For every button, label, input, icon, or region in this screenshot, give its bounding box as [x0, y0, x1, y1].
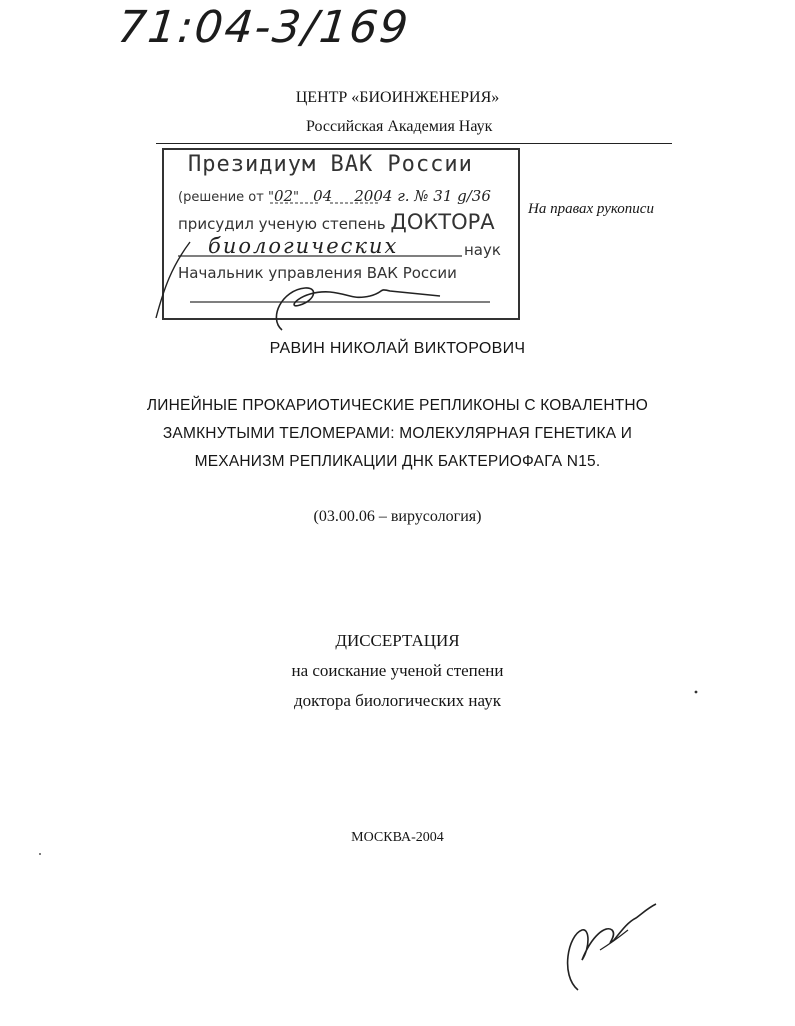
- stamp-decision-day: 02: [273, 187, 294, 205]
- stamp-field-handwritten: биологических: [208, 234, 399, 258]
- author-name: РАВИН НИКОЛАЙ ВИКТОРОВИЧ: [269, 340, 526, 357]
- stamp-award-degree: ДОКТОРА: [390, 210, 495, 234]
- stamp-decision: [178, 187, 491, 205]
- thesis-title-line: ЗАМКНУТЫМИ ТЕЛОМЕРАМИ: МОЛЕКУЛЯРНАЯ ГЕНЕТИКА И: [162, 425, 633, 442]
- academy-name: Российская Академия Наук: [306, 118, 493, 135]
- city-year: МОСКВА-2004: [351, 830, 444, 845]
- organization-name: ЦЕНТР «БИОИНЖЕНЕРИЯ»: [295, 89, 500, 106]
- thesis-title-line: ЛИНЕЙНЫЕ ПРОКАРИОТИЧЕСКИЕ РЕПЛИКОНЫ С КОВАЛЕНТНО: [146, 397, 649, 414]
- author-signature-stroke: [600, 930, 628, 950]
- stray-dot: [39, 853, 41, 855]
- specialty-code: (03.00.06 – вирусология): [313, 508, 482, 525]
- archive-code-handwritten: 71:04-3/169: [115, 2, 413, 53]
- thesis-purpose: на соискание ученой степени: [291, 661, 504, 680]
- stamp-decision-year: 2004 г. № 31 g/36: [354, 187, 491, 205]
- thesis-type: ДИССЕРТАЦИЯ: [335, 631, 460, 650]
- thesis-title-line: МЕХАНИЗМ РЕПЛИКАЦИИ ДНК БАКТЕРИОФАГА N15.: [194, 453, 601, 470]
- stamp-field-suffix: наук: [464, 241, 501, 259]
- thesis-degree: доктора биологических наук: [294, 691, 501, 710]
- author-signature: [568, 904, 656, 990]
- manuscript-rights: На правах рукописи: [528, 201, 654, 217]
- vak-stamp: [162, 148, 520, 320]
- stamp-decision-prefix: (решение от ": [178, 190, 274, 205]
- stamp-title: Президиум ВАК России: [188, 152, 473, 177]
- stamp-decision-month: 04: [313, 187, 333, 205]
- stamp-decision-mid: ": [293, 190, 304, 205]
- stamp-award-prefix: присудил ученую степень: [178, 215, 386, 233]
- header-rule: [156, 143, 672, 144]
- stamp-award: [178, 210, 495, 234]
- stamp-head: Начальник управления ВАК России: [178, 264, 457, 282]
